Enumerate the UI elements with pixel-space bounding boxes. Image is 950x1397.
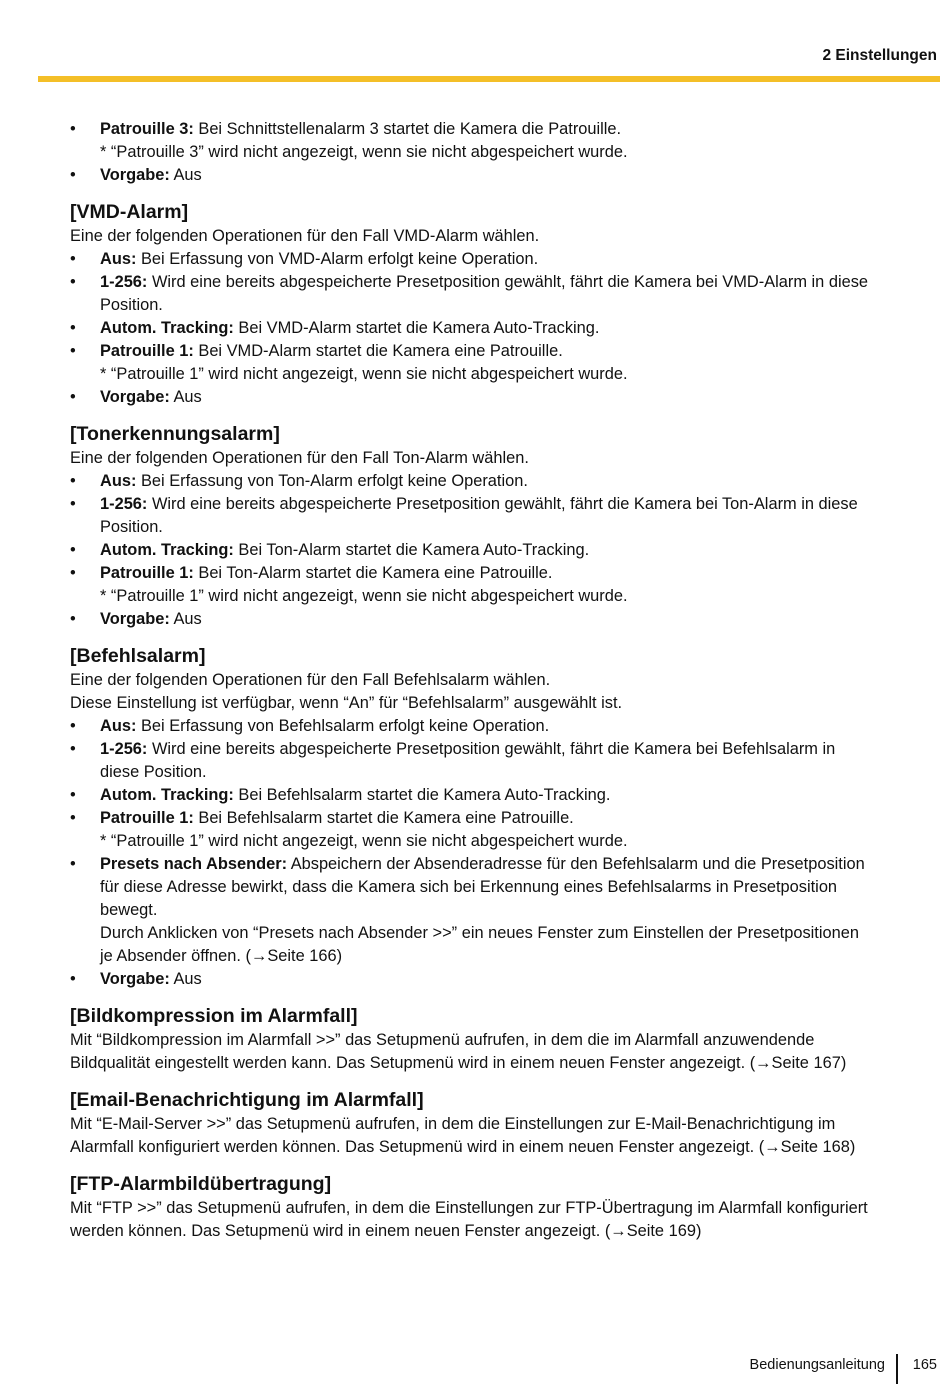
page-number: 165 — [912, 1357, 937, 1373]
list-item-continuation: diese Position. — [100, 763, 207, 781]
list-item: • Patrouille 1: Bei VMD-Alarm startet die Kamera eine Patrouille. — [70, 340, 940, 363]
list-item: • Autom. Tracking: Bei Ton-Alarm startet die Kamera Auto-Tracking. — [70, 539, 940, 562]
section-text: Bildqualität eingestellt werden kann. Das Setupmenü wird in einem neuen Fenster angezeigt. (→Seite 167) — [70, 1054, 847, 1072]
header-rule — [38, 76, 940, 82]
note: * “Patrouille 1” wird nicht angezeigt, wenn sie nicht abgespeichert wurde. — [100, 365, 628, 383]
section-text: Mit “Bildkompression im Alarmfall >>” das Setupmenü aufrufen, in dem die im Alarmfall anzuwendende — [70, 1031, 815, 1049]
list-item: • Vorgabe: Aus — [70, 386, 940, 409]
list-item: • 1-256: Wird eine bereits abgespeicherte Presetposition gewählt, fährt die Kamera bei Ton-Alarm in diese — [70, 493, 940, 516]
section-text: Mit “FTP >>” das Setupmenü aufrufen, in dem die Einstellungen zur FTP-Übertragung im Alarmfall konfiguriert — [70, 1199, 868, 1217]
list-item: • Autom. Tracking: Bei Befehlsalarm startet die Kamera Auto-Tracking. — [70, 784, 940, 807]
list-item: • Aus: Bei Erfassung von Befehlsalarm erfolgt keine Operation. — [70, 715, 940, 738]
list-item: • Patrouille 1: Bei Befehlsalarm startet die Kamera eine Patrouille. — [70, 807, 940, 830]
list-item: • Aus: Bei Erfassung von Ton-Alarm erfolgt keine Operation. — [70, 470, 940, 493]
list-item: • Vorgabe: Aus — [70, 164, 940, 187]
section-intro: Eine der folgenden Operationen für den Fall VMD-Alarm wählen. — [70, 227, 540, 245]
section-title-email: [Email-Benachrichtigung im Alarmfall] — [70, 1089, 424, 1111]
list-item: • Aus: Bei Erfassung von VMD-Alarm erfolgt keine Operation. — [70, 248, 940, 271]
section-title-compression: [Bildkompression im Alarmfall] — [70, 1005, 358, 1027]
list-item: • Patrouille 3: Bei Schnittstellenalarm 3 startet die Kamera die Patrouille. — [70, 118, 940, 141]
list-item-continuation: je Absender öffnen. (→Seite 166) — [100, 947, 343, 965]
section-title-command: [Befehlsalarm] — [70, 645, 206, 667]
list-item-continuation: Position. — [100, 518, 163, 536]
page-content — [70, 118, 940, 1243]
note: * “Patrouille 3” wird nicht angezeigt, wenn sie nicht abgespeichert wurde. — [100, 143, 628, 161]
footer-doc-title: Bedienungsanleitung — [749, 1357, 885, 1373]
section-text: Alarmfall konfiguriert werden können. Das Setupmenü wird in einem neuen Fenster angezeigt. (→Seite 168) — [70, 1138, 856, 1156]
section-title-tone: [Tonerkennungsalarm] — [70, 423, 280, 445]
footer-divider — [896, 1354, 898, 1384]
section-text: werden können. Das Setupmenü wird in einem neuen Fenster angezeigt. (→Seite 169) — [70, 1222, 702, 1240]
note: * “Patrouille 1” wird nicht angezeigt, wenn sie nicht abgespeichert wurde. — [100, 832, 628, 850]
section-title-vmd: [VMD-Alarm] — [70, 201, 189, 223]
list-item-continuation: Durch Anklicken von “Presets nach Absender >>” ein neues Fenster zum Einstellen der Presetpositionen — [100, 924, 859, 942]
list-item: • Patrouille 1: Bei Ton-Alarm startet die Kamera eine Patrouille. — [70, 562, 940, 585]
page-header-title: 2 Einstellungen — [822, 47, 937, 64]
section-intro: Diese Einstellung ist verfügbar, wenn “An” für “Befehlsalarm” ausgewählt ist. — [70, 694, 623, 712]
list-item: • Presets nach Absender: Abspeichern der Absenderadresse für den Befehlsalarm und die Presetposition — [70, 853, 940, 876]
section-text: Mit “E-Mail-Server >>” das Setupmenü aufrufen, in dem die Einstellungen zur E-Mail-Benachrichtigung im — [70, 1115, 836, 1133]
list-item-continuation: für diese Adresse bewirkt, dass die Kamera sich bei Erkennung eines Befehlsalarms in Presetposition — [100, 878, 838, 896]
section-title-ftp: [FTP-Alarmbildübertragung] — [70, 1173, 332, 1195]
list-item: • Vorgabe: Aus — [70, 608, 940, 631]
note: * “Patrouille 1” wird nicht angezeigt, wenn sie nicht abgespeichert wurde. — [100, 587, 628, 605]
list-item: • Autom. Tracking: Bei VMD-Alarm startet die Kamera Auto-Tracking. — [70, 317, 940, 340]
list-item: • 1-256: Wird eine bereits abgespeicherte Presetposition gewählt, fährt die Kamera bei VMD-Alarm in diese — [70, 271, 940, 294]
section-intro: Eine der folgenden Operationen für den Fall Befehlsalarm wählen. — [70, 671, 551, 689]
list-item-continuation: bewegt. — [100, 901, 158, 919]
list-item-continuation: Position. — [100, 296, 163, 314]
list-item: • Vorgabe: Aus — [70, 968, 940, 991]
section-intro: Eine der folgenden Operationen für den Fall Ton-Alarm wählen. — [70, 449, 529, 467]
list-item: • 1-256: Wird eine bereits abgespeicherte Presetposition gewählt, fährt die Kamera bei Befehlsalarm in — [70, 738, 940, 761]
